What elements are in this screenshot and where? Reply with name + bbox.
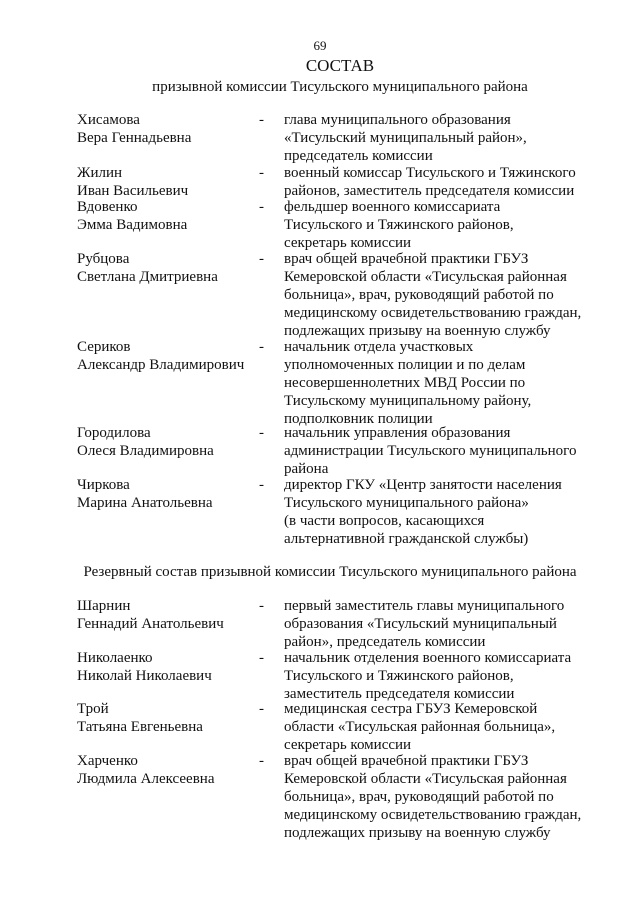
member-surname: Городилова xyxy=(77,425,151,441)
member-name xyxy=(77,424,252,460)
member-surname: Трой xyxy=(77,701,109,717)
dash-separator: - xyxy=(259,339,264,355)
role-line: начальник отдела участковых xyxy=(284,339,474,355)
member-given-name: Марина Анатольевна xyxy=(77,495,213,511)
role-line: района xyxy=(284,461,329,477)
role-line: глава муниципального образования xyxy=(284,112,511,128)
role-line: район», председатель комиссии xyxy=(284,634,486,650)
member-given-name: Иван Васильевич xyxy=(77,183,189,199)
dash-separator: - xyxy=(259,650,264,666)
role-line: уполномоченных полиции и по делам xyxy=(284,357,526,373)
role-line: военный комиссар Тисульского и Тяжинского xyxy=(284,165,576,181)
member-role xyxy=(284,250,604,340)
member-role xyxy=(284,164,604,200)
role-line: «Тисульский муниципальный район», xyxy=(284,130,527,146)
member-given-name: Олеся Владимировна xyxy=(77,443,214,459)
member-name xyxy=(77,250,252,286)
role-line: больница», врач, руководящий работой по xyxy=(284,287,554,303)
role-line: медицинскому освидетельствованию граждан, xyxy=(284,807,582,823)
member-surname: Вдовенко xyxy=(77,199,138,215)
role-line: (в части вопросов, касающихся xyxy=(284,513,485,529)
member-surname: Хисамова xyxy=(77,112,140,128)
member-role xyxy=(284,700,604,754)
role-line: Тисульского и Тяжинского районов, xyxy=(284,668,514,684)
role-line: заместитель председателя комиссии xyxy=(284,686,515,702)
member-name xyxy=(77,700,252,736)
dash-separator: - xyxy=(259,701,264,717)
member-surname: Николаенко xyxy=(77,650,153,666)
role-line: председатель комиссии xyxy=(284,148,433,164)
member-role xyxy=(284,198,604,252)
role-line: секретарь комиссии xyxy=(284,235,412,251)
member-name xyxy=(77,476,252,512)
role-line: первый заместитель главы муниципального xyxy=(284,598,565,614)
member-name xyxy=(77,198,252,234)
role-line: врач общей врачебной практики ГБУЗ xyxy=(284,251,529,267)
role-line: начальник управления образования xyxy=(284,425,511,441)
role-line: альтернативной гражданской службы) xyxy=(284,531,529,547)
role-line: подлежащих призыву на военную службу xyxy=(284,825,551,841)
document-title: СОСТАВ xyxy=(305,56,375,75)
role-line: медицинская сестра ГБУЗ Кемеровской xyxy=(284,701,538,717)
role-line: районов, заместитель председателя комиссии xyxy=(284,183,575,199)
member-name xyxy=(77,597,252,633)
member-surname: Чиркова xyxy=(77,477,130,493)
role-line: больница», врач, руководящий работой по xyxy=(284,789,554,805)
document-subtitle: призывной комиссии Тисульского муниципального района xyxy=(152,79,528,95)
member-given-name: Эмма Вадимовна xyxy=(77,217,188,233)
dash-separator: - xyxy=(259,199,264,215)
member-surname: Жилин xyxy=(77,165,123,181)
role-line: области «Тисульская районная больница», xyxy=(284,719,556,735)
member-role xyxy=(284,424,604,478)
role-line: несовершеннолетних МВД России по xyxy=(284,375,526,391)
dash-separator: - xyxy=(259,251,264,267)
member-given-name: Татьяна Евгеньевна xyxy=(77,719,203,735)
dash-separator: - xyxy=(259,598,264,614)
member-role xyxy=(284,597,604,651)
role-line: Тисульского муниципального района» xyxy=(284,495,529,511)
member-given-name: Вера Геннадьевна xyxy=(77,130,192,146)
member-given-name: Александр Владимирович xyxy=(77,357,245,373)
dash-separator: - xyxy=(259,425,264,441)
member-given-name: Николай Николаевич xyxy=(77,668,212,684)
role-line: Кемеровской области «Тисульская районная xyxy=(284,771,567,787)
member-role xyxy=(284,649,604,703)
role-line: медицинскому освидетельствованию граждан, xyxy=(284,305,582,321)
member-name xyxy=(77,752,252,788)
dash-separator: - xyxy=(259,112,264,128)
member-role xyxy=(284,338,604,428)
member-given-name: Светлана Дмитриевна xyxy=(77,269,218,285)
role-line: начальник отделения военного комиссариата xyxy=(284,650,572,666)
member-name xyxy=(77,338,252,374)
member-role xyxy=(284,476,604,548)
role-line: врач общей врачебной практики ГБУЗ xyxy=(284,753,529,769)
dash-separator: - xyxy=(259,753,264,769)
member-name xyxy=(77,164,252,200)
role-line: образования «Тисульский муниципальный xyxy=(284,616,557,632)
member-surname: Харченко xyxy=(77,753,138,769)
role-line: фельдшер военного комиссариата xyxy=(284,199,501,215)
member-surname: Сериков xyxy=(77,339,131,355)
member-given-name: Геннадий Анатольевич xyxy=(77,616,224,632)
role-line: Тисульскому муниципальному району, xyxy=(284,393,532,409)
dash-separator: - xyxy=(259,165,264,181)
role-line: секретарь комиссии xyxy=(284,737,412,753)
page-number: 69 xyxy=(313,38,327,53)
role-line: подлежащих призыву на военную службу xyxy=(284,323,551,339)
role-line: директор ГКУ «Центр занятости населения xyxy=(284,477,562,493)
role-line: Кемеровской области «Тисульская районная xyxy=(284,269,567,285)
reserve-title: Резервный состав призывной комиссии Тисульского муниципального района xyxy=(83,564,577,580)
role-line: администрации Тисульского муниципального xyxy=(284,443,577,459)
role-line: подполковник полиции xyxy=(284,411,433,427)
member-role xyxy=(284,752,604,842)
member-surname: Рубцова xyxy=(77,251,130,267)
member-role xyxy=(284,111,604,165)
member-name xyxy=(77,649,252,685)
dash-separator: - xyxy=(259,477,264,493)
member-name xyxy=(77,111,252,147)
member-surname: Шарнин xyxy=(77,598,131,614)
role-line: Тисульского и Тяжинского районов, xyxy=(284,217,514,233)
member-given-name: Людмила Алексеевна xyxy=(77,771,215,787)
